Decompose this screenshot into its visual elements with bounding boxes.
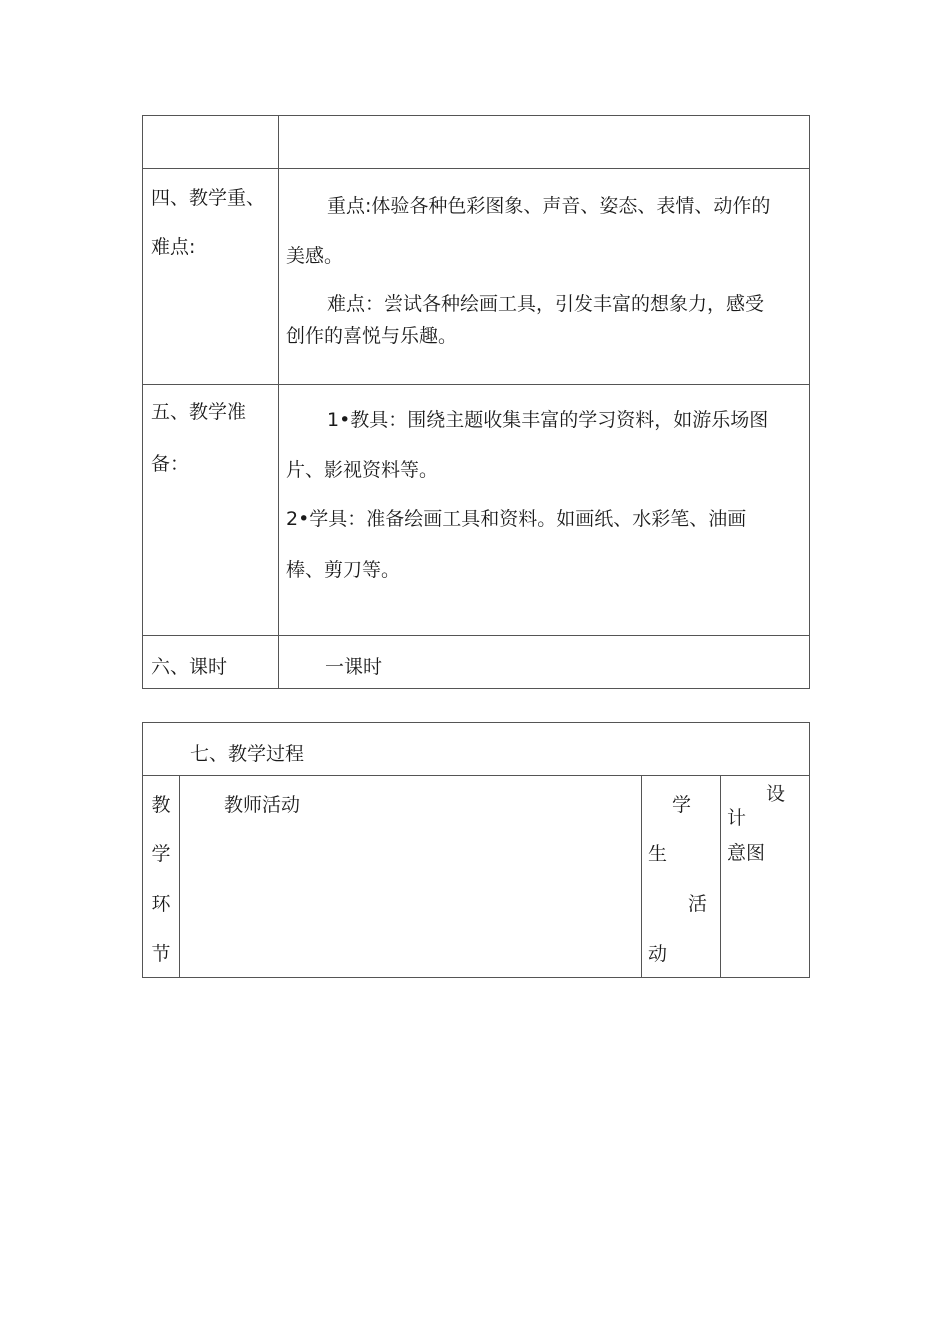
design-intent-header-cell (721, 776, 810, 978)
design-char-1: 设 (766, 783, 786, 805)
class-hours-value: 一课时 (325, 656, 383, 678)
student-char-4: 动 (648, 943, 668, 965)
key-difficult-label-line1: 四、教学重、 (151, 187, 266, 209)
class-hours-value-cell (279, 636, 810, 689)
stage-header-cell (143, 776, 180, 978)
process-title-cell (143, 723, 810, 776)
key-points-line1: 重点:体验各种色彩图象、声音、姿态、表情、动作的 (327, 195, 771, 217)
key-difficult-label-line2: 难点: (151, 236, 196, 258)
process-title: 七、教学过程 (190, 743, 305, 765)
key-difficult-row (143, 169, 810, 385)
design-char-3: 意图 (727, 842, 766, 864)
preparation-label-cell (143, 385, 279, 636)
preparation-content-cell (279, 385, 810, 636)
class-hours-label: 六、课时 (151, 656, 228, 678)
student-char-1: 学 (672, 794, 692, 816)
preparation-label-line1: 五、教学准 (151, 401, 247, 423)
empty-label-cell (143, 116, 279, 169)
preparation-row (143, 385, 810, 636)
stage-char-3: 环 (151, 893, 171, 915)
student-activity-header-cell (642, 776, 721, 978)
teacher-activity-header: 教师活动 (224, 794, 301, 816)
student-char-3: 活 (688, 893, 708, 915)
teacher-activity-header-cell (180, 776, 642, 978)
class-hours-row (143, 636, 810, 689)
lesson-plan-table (142, 115, 810, 689)
empty-row (143, 116, 810, 169)
empty-content-cell (279, 116, 810, 169)
process-header-row (143, 776, 810, 978)
stage-char-4: 节 (151, 943, 171, 965)
key-difficult-label-cell (143, 169, 279, 385)
design-char-2: 计 (727, 807, 747, 829)
class-hours-label-cell (143, 636, 279, 689)
teaching-aids-line2: 片、影视资料等。 (286, 459, 439, 481)
key-points-line2: 美感。 (286, 245, 344, 267)
stage-char-1: 教 (151, 794, 171, 816)
process-title-row (143, 723, 810, 776)
difficult-points-line2: 创作的喜悦与乐趣。 (286, 325, 458, 347)
student-char-2: 生 (648, 843, 668, 865)
stage-char-2: 学 (151, 843, 171, 865)
key-difficult-content-cell (279, 169, 810, 385)
difficult-points-line1: 难点：尝试各种绘画工具，引发丰富的想象力，感受 (327, 293, 765, 315)
learning-tools-line2: 棒、剪刀等。 (286, 559, 401, 581)
preparation-label-line2: 备： (151, 453, 190, 475)
learning-tools-line1: 2•学具：准备绘画工具和资料。如画纸、水彩笔、油画 (286, 508, 747, 530)
teaching-aids-line1: 1•教具：围绕主题收集丰富的学习资料，如游乐场图 (327, 409, 769, 431)
teaching-process-table (142, 722, 810, 978)
